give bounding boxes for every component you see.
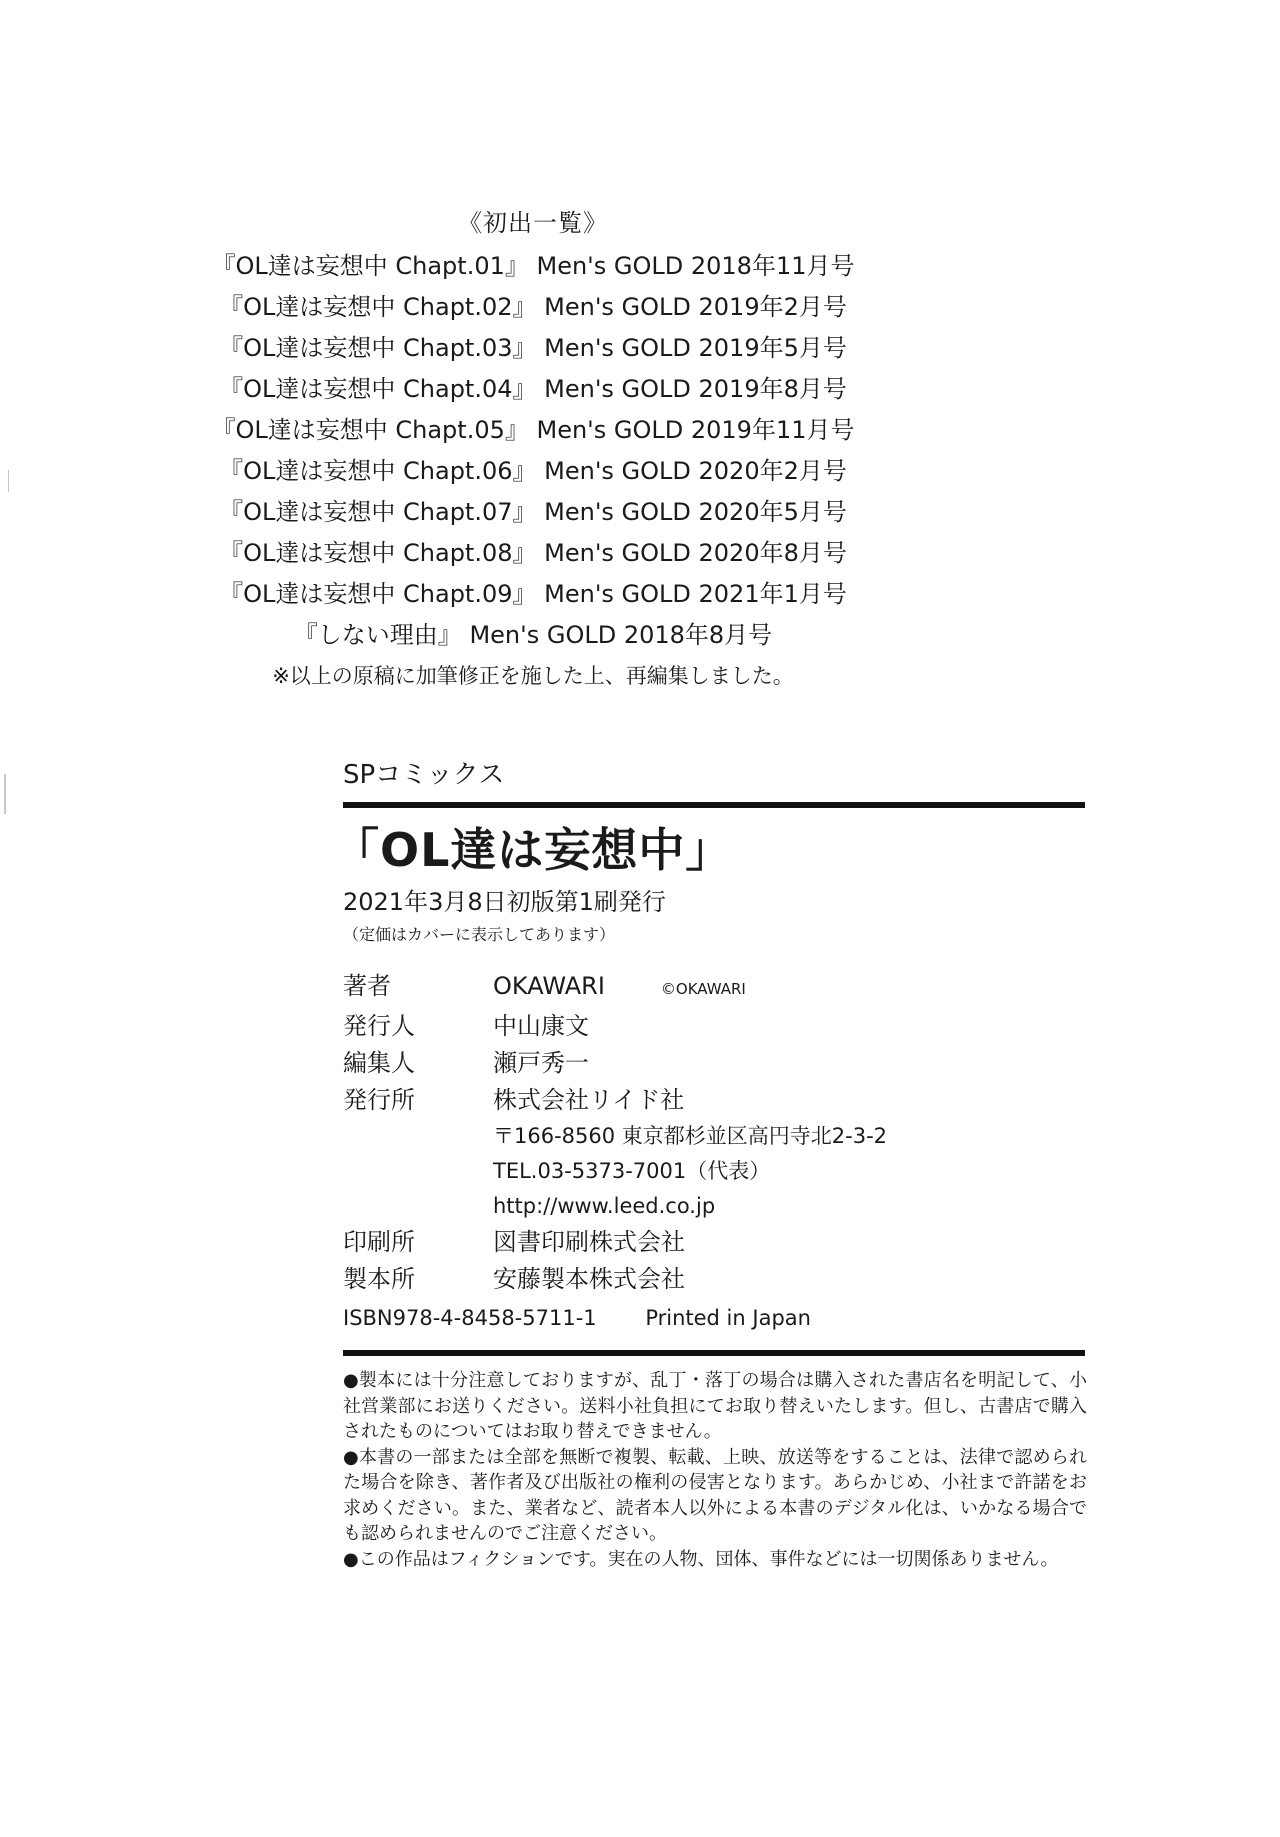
bottom-rule: [343, 1350, 1085, 1356]
first-publication-entry: 『OL達は妄想中 Chapt.01』 Men's GOLD 2018年11月号: [211, 252, 855, 280]
price-note: （定価はカバーに表示してあります）: [343, 925, 616, 944]
copyright-notice: ©OKAWARI: [660, 980, 746, 998]
printer-row: [343, 1224, 1087, 1261]
author-row: [343, 968, 1087, 1008]
printer-value: 図書印刷株式会社: [493, 1228, 685, 1256]
first-publication-entry: 『OL達は妄想中 Chapt.06』 Men's GOLD 2020年2月号: [219, 457, 847, 485]
editor-key: 編集人: [343, 1049, 415, 1077]
isbn-row: [343, 1300, 1087, 1336]
binder-key: 製本所: [343, 1265, 415, 1293]
notice-fiction: ●この作品はフィクションです。実在の人物、団体、事件などには一切関係ありません。: [343, 1548, 1059, 1570]
scan-mark: [4, 774, 6, 814]
notice-binding: ●製本には十分注意しておりますが、乱丁・落丁の場合は購入された書店名を明記して、小社営業部にお送りください。送料小社負担にてお取り替えいたします。但し、古書店で購入されたものについてはお取り替えできません。: [343, 1370, 1087, 1442]
publisher-row: [343, 1082, 1087, 1119]
publisher-value: 株式会社リイド社: [493, 1086, 685, 1114]
first-publication-entry: 『OL達は妄想中 Chapt.09』 Men's GOLD 2021年1月号: [219, 580, 847, 608]
author-value: OKAWARI: [493, 972, 605, 1000]
author-key: 著者: [343, 972, 391, 1000]
notices: [343, 1368, 1087, 1572]
revision-note: ※以上の原稿に加筆修正を施した上、再編集しました。: [272, 664, 794, 688]
publisher-key: 発行所: [343, 1086, 415, 1114]
first-publication-heading: 《初出一覧》: [458, 209, 608, 237]
publisher-tel: TEL.03-5373-7001（代表）: [493, 1159, 771, 1183]
printer-key: 印刷所: [343, 1228, 415, 1256]
first-publication-entry: 『OL達は妄想中 Chapt.07』 Men's GOLD 2020年5月号: [219, 498, 847, 526]
binder-value: 安藤製本株式会社: [493, 1265, 685, 1293]
notice-copyright: ●本書の一部または全部を無断で複製、転載、上映、放送等をすることは、法律で認められた場合を除き、著作者及び出版社の権利の侵害となります。あらかじめ、小社まで許諾をお求めください。また、業者など、読者本人以外による本書のデジタル化は、いかなる場合でも認められませんのでご注意ください。: [343, 1446, 1087, 1544]
first-publication-entry: 『OL達は妄想中 Chapt.02』 Men's GOLD 2019年2月号: [219, 293, 847, 321]
first-publication-entry: 『しない理由』 Men's GOLD 2018年8月号: [293, 621, 773, 649]
first-publication-list: [0, 206, 1066, 696]
publisher-url: http://www.leed.co.jp: [493, 1194, 716, 1218]
first-publication-entry: 『OL達は妄想中 Chapt.05』 Men's GOLD 2019年11月号: [211, 416, 855, 444]
first-publication-entry: 『OL達は妄想中 Chapt.03』 Men's GOLD 2019年5月号: [219, 334, 847, 362]
binder-row: [343, 1261, 1087, 1298]
imprint-label: SPコミックス: [343, 760, 505, 790]
colophon: [333, 756, 1087, 1572]
publisher-person-key: 発行人: [343, 1012, 415, 1040]
issue-date: 2021年3月8日初版第1刷発行: [343, 888, 666, 916]
publisher-person-value: 中山康文: [493, 1012, 589, 1040]
first-publication-entry: 『OL達は妄想中 Chapt.04』 Men's GOLD 2019年8月号: [219, 375, 847, 403]
isbn: ISBN978-4-8458-5711-1: [343, 1306, 597, 1330]
first-publication-entry: 『OL達は妄想中 Chapt.08』 Men's GOLD 2020年8月号: [219, 539, 847, 567]
book-title: 「OL達は妄想中」: [333, 823, 733, 877]
editor-value: 瀬戸秀一: [493, 1049, 589, 1077]
printed-in: Printed in Japan: [645, 1306, 811, 1330]
editor-row: [343, 1045, 1087, 1082]
top-rule: [343, 802, 1085, 808]
publisher-person-row: [343, 1008, 1087, 1045]
publisher-address: 〒166-8560 東京都杉並区高円寺北2-3-2: [493, 1124, 888, 1148]
